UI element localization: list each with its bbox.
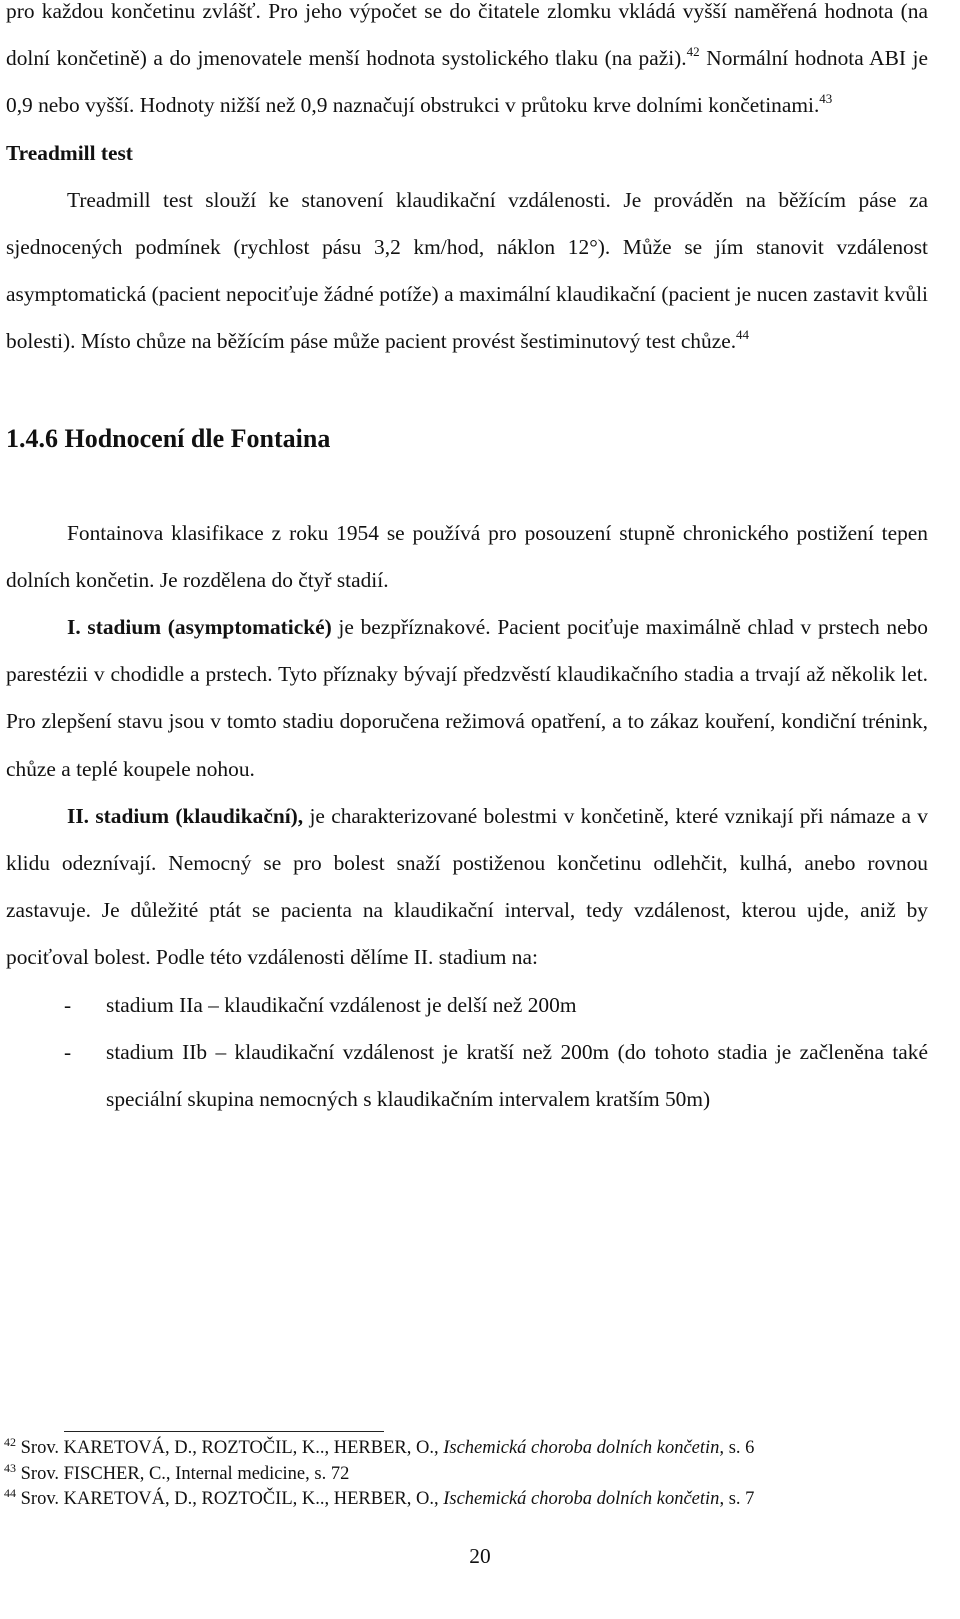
stage-2-label: II. stadium (klaudikační), bbox=[67, 803, 304, 828]
treadmill-text: Treadmill test slouží ke stanovení klaudikační vzdálenosti. Je prováděn na běžícím páse za sjednocených podmínek (rychlost pásu 3,2 km/hod, náklon 12°). Může se jím stanovit vzdálenost asymptomatická (pacient nepociťuje žádné potíže) a maximální klaudikační (pacient je nucen zastavit kvůli bolesti). Místo chůze na běžícím páse může pacient provést šestiminutový test chůze. bbox=[6, 187, 928, 354]
footnote-title: Ischemická choroba dolních končetin bbox=[443, 1489, 720, 1510]
main-text bbox=[6, 0, 928, 1123]
list-dash: - bbox=[64, 992, 72, 1017]
stage-1-label: I. stadium (asymptomatické) bbox=[67, 615, 332, 640]
stage-2-sublist bbox=[6, 982, 928, 1124]
footnote-text: Srov. KARETOVÁ, D., ROZTOČIL, K.., HERBER, O., bbox=[20, 1438, 444, 1458]
spacer bbox=[6, 462, 928, 510]
footnote-43 bbox=[4, 1462, 924, 1488]
stage-2-text: je charakterizované bolestmi v končetině, které vznikají při námaze a v klidu odeznívají. Nemocný se pro bolest snaží postiženou končetinu odlehčit, kulhá, anebo rovnou zastavuje. Je důležité ptát se pacienta na klaudikační interval, tedy vzdálenost, kterou ujde, aniž by pociťoval bolest. Podle této vzdálenosti dělíme II. stadium na: bbox=[6, 803, 928, 970]
list-item-text: stadium IIa – klaudikační vzdálenost je delší než 200m bbox=[106, 992, 577, 1017]
stage-2-paragraph bbox=[6, 793, 928, 982]
intro-text-2: Normální hodnota ABI je 0,9 nebo vyšší. Hodnoty nižší než 0,9 naznačují obstrukci v průtoku krve dolními končetinami. bbox=[6, 46, 928, 118]
footnote-ref-43[interactable]: 43 bbox=[819, 91, 833, 107]
page-number: 20 bbox=[469, 1544, 491, 1568]
list-dash: - bbox=[64, 1039, 72, 1064]
footnote-text: , s. 7 bbox=[719, 1489, 755, 1510]
list-item bbox=[6, 1029, 928, 1123]
footnote-text: Srov. FISCHER, C., Internal medicine, s. 72 bbox=[20, 1463, 350, 1484]
footnote-separator bbox=[64, 1431, 384, 1432]
fontaine-intro-paragraph: Fontainova klasifikace z roku 1954 se používá pro posouzení stupně chronického postižení tepen dolních končetin. Je rozdělena do čtyř stadií. bbox=[6, 520, 928, 592]
footnote-text: Srov. KARETOVÁ, D., ROZTOČIL, K.., HERBER, O., bbox=[20, 1489, 444, 1510]
intro-paragraph bbox=[6, 0, 928, 130]
treadmill-heading: Treadmill test bbox=[6, 140, 133, 165]
footnote-ref-44[interactable]: 44 bbox=[736, 327, 750, 343]
list-item bbox=[6, 982, 928, 1029]
footnote-number: 44 bbox=[4, 1486, 16, 1501]
footnotes bbox=[4, 1436, 924, 1513]
list-item-text: stadium IIb – klaudikační vzdálenost je kratší než 200m (do tohoto stadia je začleněna také speciální skupina nemocných s klaudikačním intervalem kratším 50m) bbox=[106, 1039, 928, 1112]
footnote-ref-42[interactable]: 42 bbox=[686, 44, 700, 60]
treadmill-paragraph bbox=[6, 177, 928, 366]
footnote-number: 43 bbox=[4, 1460, 16, 1475]
footnote-42 bbox=[4, 1436, 924, 1462]
intro-text-1: pro každou končetinu zvlášť. Pro jeho výpočet se do čitatele zlomku vkládá vyšší naměřená hodnota (na dolní končetině) a do jmenovatele menší hodnota systolického tlaku (na paži). bbox=[6, 0, 928, 71]
spacer bbox=[6, 366, 928, 415]
footnote-number: 42 bbox=[4, 1435, 16, 1449]
footnote-title: Ischemická choroba dolních končetin, bbox=[443, 1438, 725, 1458]
footnote-44 bbox=[4, 1487, 924, 1513]
section-heading: 1.4.6 Hodnocení dle Fontaina bbox=[6, 423, 331, 453]
stage-1-text: je bezpříznakové. Pacient pociťuje maximálně chlad v prstech nebo parestézii v chodidle a prstech. Tyto příznaky bývají předzvěstí klaudikačního stadia a trvají až několik let. Pro zlepšení stavu jsou v tomto stadiu doporučena režimová opatření, a to zákaz kouření, kondiční trénink, chůze a teplé koupele nohou. bbox=[6, 615, 928, 781]
footnote-text: s. 6 bbox=[724, 1438, 755, 1458]
stage-1-paragraph bbox=[6, 604, 928, 793]
